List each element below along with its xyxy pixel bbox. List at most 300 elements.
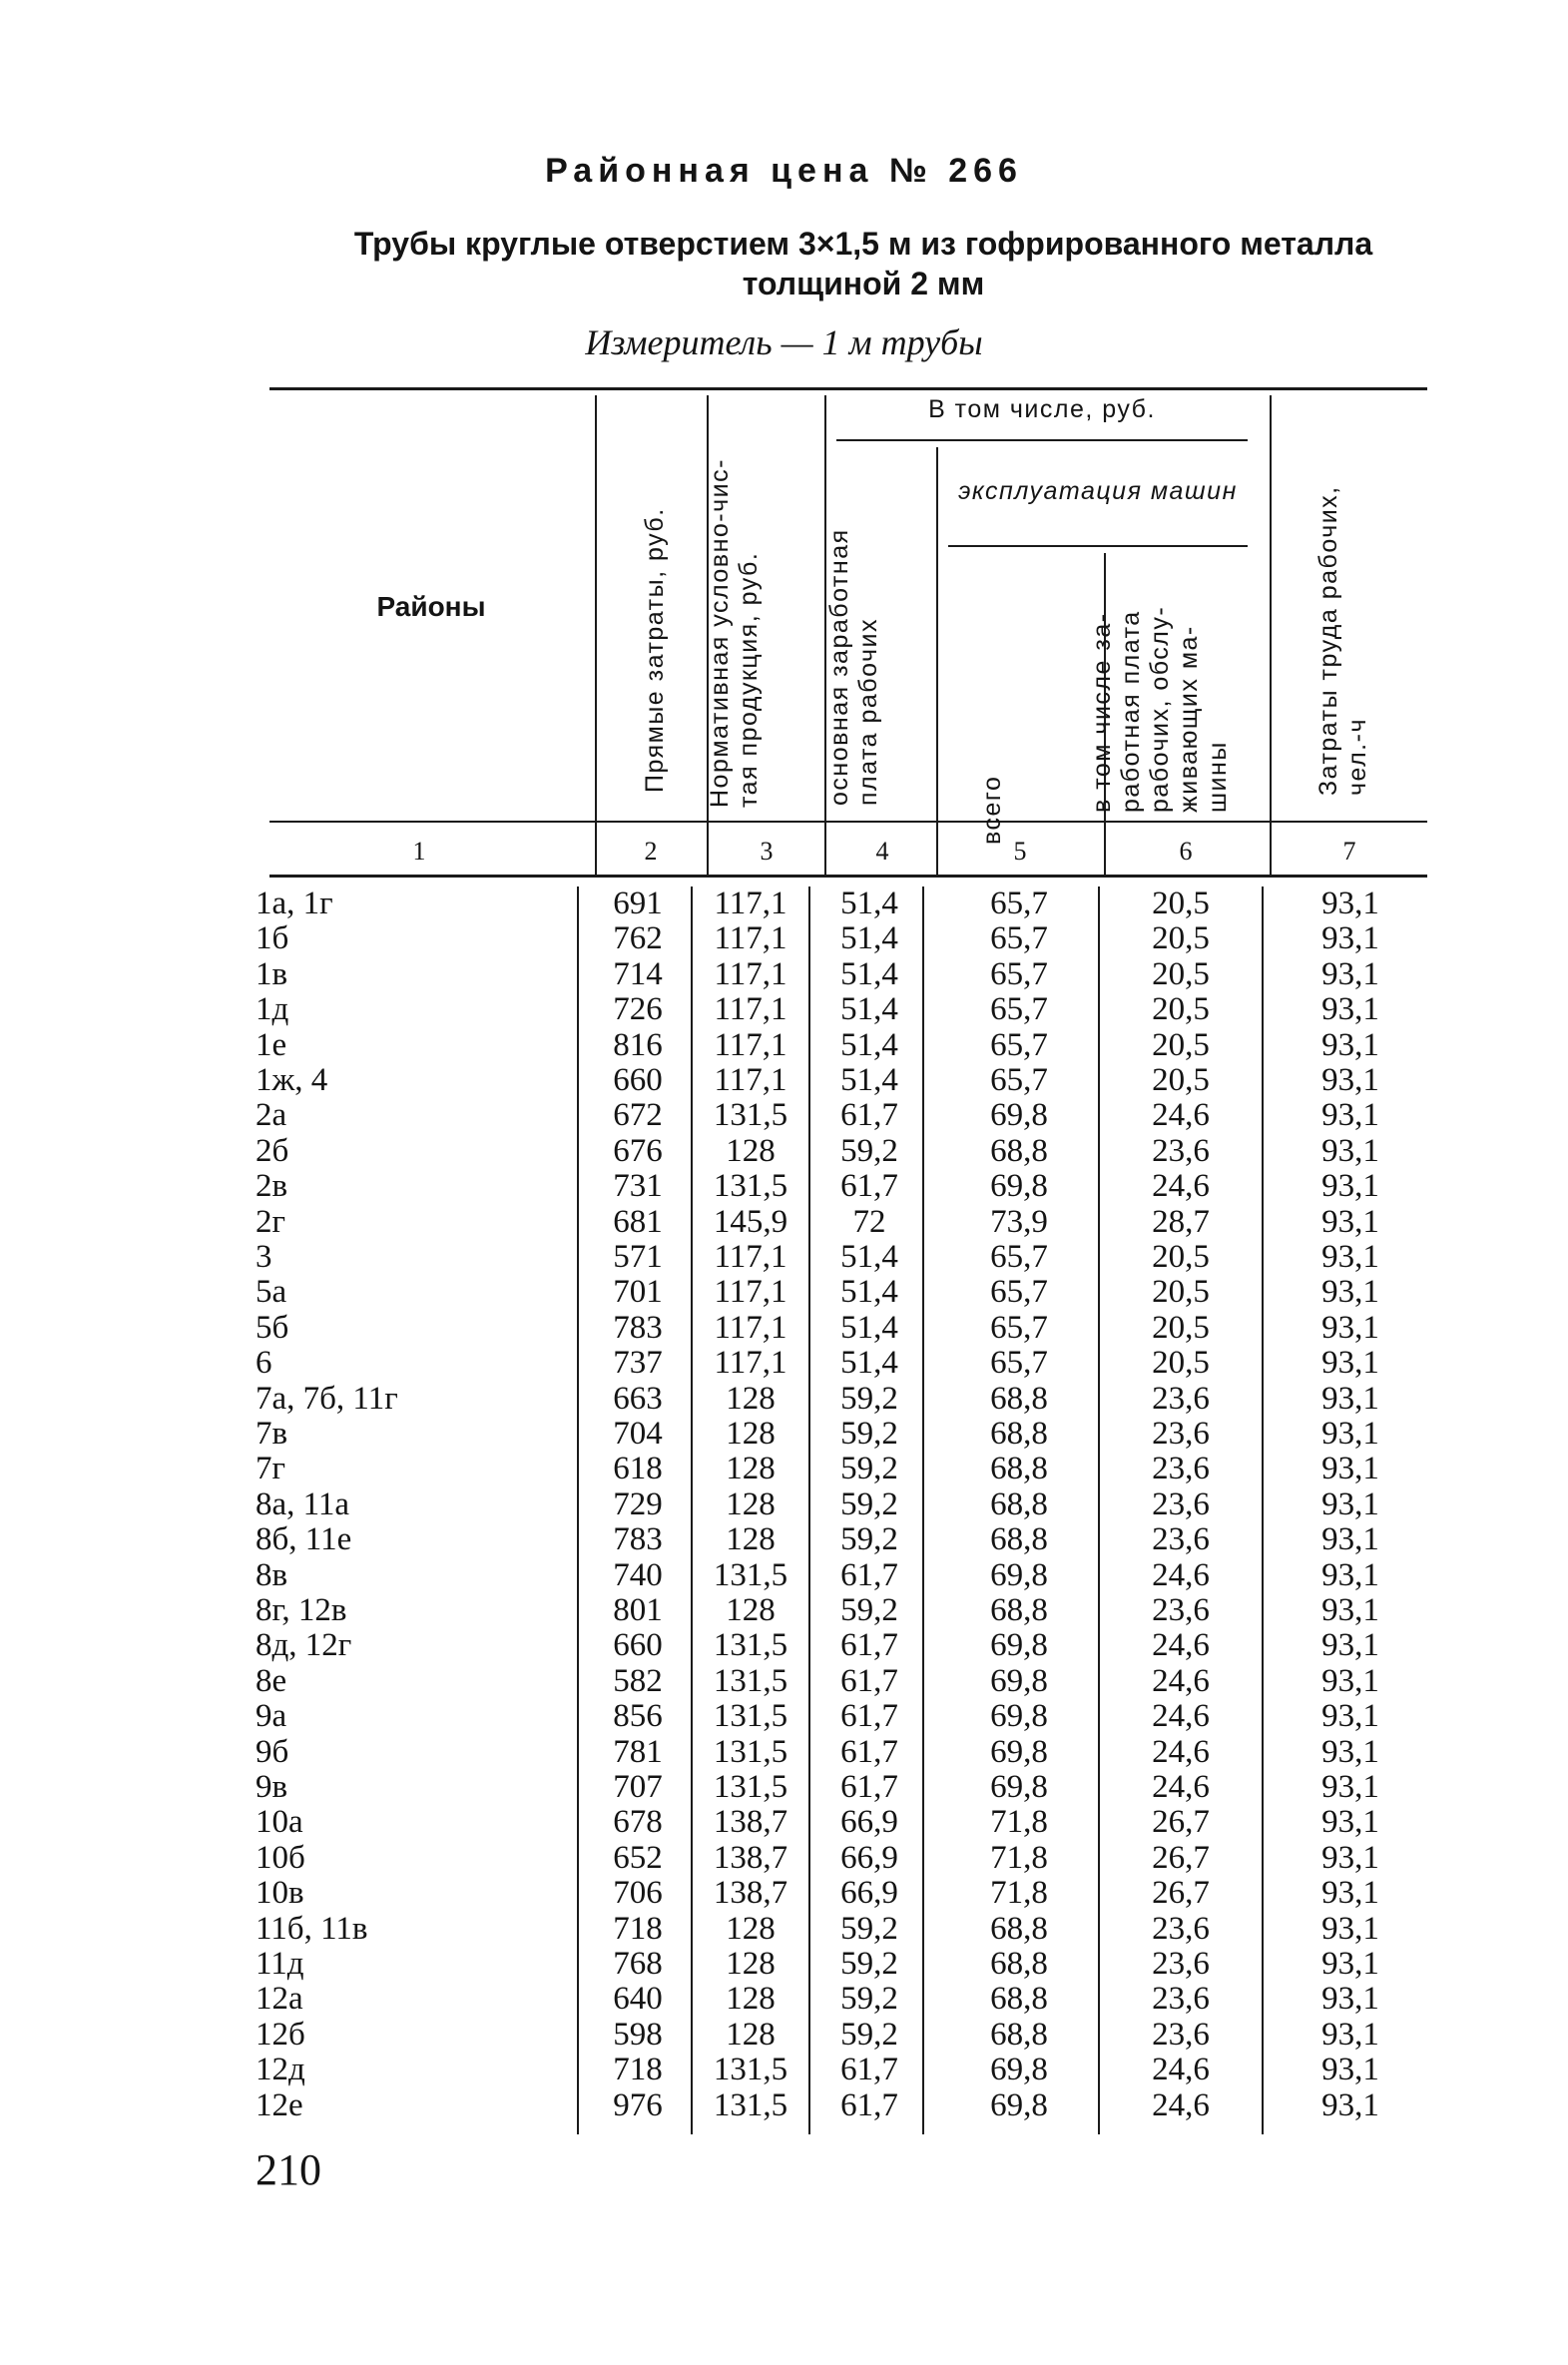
cell-normative-product: 131,5 xyxy=(713,1556,788,1593)
cell-labor-costs: 93,1 xyxy=(1321,1345,1379,1382)
cell-direct-costs: 571 xyxy=(613,1239,663,1275)
cell-normative-product: 117,1 xyxy=(714,920,787,957)
col-number-6: 6 xyxy=(1179,837,1193,866)
cell-labor-costs: 93,1 xyxy=(1321,1485,1379,1522)
cell-base-wages: 59,2 xyxy=(840,1132,898,1169)
cell-normative-product: 128 xyxy=(726,1521,776,1558)
cell-machine-wages: 20,5 xyxy=(1152,1345,1210,1382)
cell-base-wages: 51,4 xyxy=(840,991,898,1028)
cell-labor-costs: 93,1 xyxy=(1321,1274,1379,1311)
in-total-rule xyxy=(836,439,1248,441)
cell-normative-product: 138,7 xyxy=(713,1875,788,1912)
cell-region: 5б xyxy=(256,1309,289,1346)
cell-machine-total: 69,8 xyxy=(990,1627,1048,1664)
cell-base-wages: 51,4 xyxy=(840,1345,898,1382)
cell-normative-product: 128 xyxy=(726,1451,776,1487)
table-row xyxy=(0,1452,1568,1486)
cell-region: 3 xyxy=(256,1239,272,1275)
cell-labor-costs: 93,1 xyxy=(1321,1416,1379,1452)
cell-region: 11б, 11в xyxy=(256,1910,368,1947)
cell-region: 10в xyxy=(256,1875,304,1912)
cell-machine-wages: 20,5 xyxy=(1152,1026,1210,1063)
cell-region: 12а xyxy=(256,1981,303,2018)
cell-labor-costs: 93,1 xyxy=(1321,1309,1379,1346)
cell-region: 7г xyxy=(256,1451,286,1487)
cell-direct-costs: 704 xyxy=(613,1416,663,1452)
cell-region: 8е xyxy=(256,1662,287,1699)
cell-base-wages: 61,7 xyxy=(840,1698,898,1735)
table-row xyxy=(0,1805,1568,1840)
cell-machine-wages: 20,5 xyxy=(1152,991,1210,1028)
cell-normative-product: 145,9 xyxy=(713,1203,788,1240)
cell-normative-product: 131,5 xyxy=(713,2086,788,2123)
table-top-rule xyxy=(269,387,1427,390)
cell-machine-wages: 20,5 xyxy=(1152,920,1210,957)
cell-labor-costs: 93,1 xyxy=(1321,920,1379,957)
header-bottom-rule xyxy=(269,821,1427,823)
cell-normative-product: 131,5 xyxy=(713,1168,788,1205)
cell-base-wages: 51,4 xyxy=(840,1026,898,1063)
cell-region: 1е xyxy=(256,1026,287,1063)
table-row xyxy=(0,1912,1568,1947)
cell-direct-costs: 783 xyxy=(613,1309,663,1346)
measure-unit: Измеритель — 1 м трубы xyxy=(585,322,983,362)
cell-direct-costs: 816 xyxy=(613,1026,663,1063)
cell-machine-total: 69,8 xyxy=(990,1769,1048,1805)
cell-base-wages: 61,7 xyxy=(840,1097,898,1134)
cell-normative-product: 131,5 xyxy=(713,1698,788,1735)
table-row xyxy=(0,1417,1568,1452)
table-row xyxy=(0,1593,1568,1628)
table-row xyxy=(0,1098,1568,1133)
cell-region: 2в xyxy=(256,1168,288,1205)
header-in-total: В том числе, руб. xyxy=(928,395,1156,423)
cell-direct-costs: 660 xyxy=(613,1627,663,1664)
cell-base-wages: 61,7 xyxy=(840,1627,898,1664)
cell-direct-costs: 762 xyxy=(613,920,663,957)
cell-base-wages: 59,2 xyxy=(840,1380,898,1417)
cell-base-wages: 59,2 xyxy=(840,1910,898,1947)
cell-normative-product: 117,1 xyxy=(714,1239,787,1275)
col-number-7: 7 xyxy=(1342,837,1356,866)
cell-direct-costs: 706 xyxy=(613,1875,663,1912)
cell-machine-wages: 24,6 xyxy=(1152,1769,1210,1805)
table-row xyxy=(0,887,1568,921)
cell-machine-wages: 24,6 xyxy=(1152,2052,1210,2088)
cell-base-wages: 59,2 xyxy=(840,1946,898,1982)
cell-direct-costs: 640 xyxy=(613,1981,663,2018)
cell-region: 8в xyxy=(256,1556,288,1593)
cell-labor-costs: 93,1 xyxy=(1321,1062,1379,1098)
cell-normative-product: 117,1 xyxy=(714,991,787,1028)
cell-machine-wages: 23,6 xyxy=(1152,2016,1210,2053)
cell-labor-costs: 93,1 xyxy=(1321,1556,1379,1593)
cell-labor-costs: 93,1 xyxy=(1321,1592,1379,1628)
cell-base-wages: 59,2 xyxy=(840,1981,898,2018)
cell-region: 5а xyxy=(256,1274,287,1311)
table-row xyxy=(0,992,1568,1027)
cell-labor-costs: 93,1 xyxy=(1321,1839,1379,1876)
cell-base-wages: 61,7 xyxy=(840,2086,898,2123)
cell-machine-total: 65,7 xyxy=(990,1345,1048,1382)
cell-direct-costs: 714 xyxy=(613,955,663,992)
table-row xyxy=(0,1841,1568,1876)
cell-direct-costs: 672 xyxy=(613,1097,663,1134)
table-subtitle xyxy=(299,224,1427,303)
cell-normative-product: 128 xyxy=(726,1416,776,1452)
cell-machine-wages: 24,6 xyxy=(1152,1627,1210,1664)
cell-labor-costs: 93,1 xyxy=(1321,1946,1379,1982)
cell-machine-total: 65,7 xyxy=(990,1062,1048,1098)
cell-machine-wages: 23,6 xyxy=(1152,1592,1210,1628)
table-row xyxy=(0,921,1568,956)
cell-direct-costs: 783 xyxy=(613,1521,663,1558)
col-number-1: 1 xyxy=(412,837,426,866)
cell-machine-total: 68,8 xyxy=(990,1416,1048,1452)
cell-base-wages: 66,9 xyxy=(840,1804,898,1841)
cell-region: 9а xyxy=(256,1698,287,1735)
cell-labor-costs: 93,1 xyxy=(1321,1097,1379,1134)
cell-machine-total: 65,7 xyxy=(990,1274,1048,1311)
cell-normative-product: 128 xyxy=(726,2016,776,2053)
cell-machine-total: 71,8 xyxy=(990,1804,1048,1841)
table-row xyxy=(0,1522,1568,1557)
cell-base-wages: 61,7 xyxy=(840,1168,898,1205)
cell-region: 12б xyxy=(256,2016,305,2053)
cell-base-wages: 59,2 xyxy=(840,1416,898,1452)
cell-direct-costs: 660 xyxy=(613,1062,663,1098)
cell-machine-total: 65,7 xyxy=(990,991,1048,1028)
cell-machine-total: 73,9 xyxy=(990,1203,1048,1240)
header-machine-total: всего xyxy=(978,775,1006,845)
header-regions: Районы xyxy=(376,591,486,622)
cell-direct-costs: 678 xyxy=(613,1804,663,1841)
cell-base-wages: 61,7 xyxy=(840,1662,898,1699)
header-normative-product: Нормативная условно-чис- тая продукция, руб. xyxy=(706,458,763,808)
cell-machine-total: 65,7 xyxy=(990,886,1048,921)
cell-machine-wages: 23,6 xyxy=(1152,1910,1210,1947)
cell-base-wages: 59,2 xyxy=(840,1451,898,1487)
table-row xyxy=(0,2018,1568,2053)
table-row xyxy=(0,1487,1568,1522)
cell-region: 8а, 11а xyxy=(256,1485,350,1522)
header-labor-costs: Затраты труда рабочих, чел.-ч xyxy=(1314,485,1371,796)
cell-labor-costs: 93,1 xyxy=(1321,886,1379,921)
cell-direct-costs: 707 xyxy=(613,1769,663,1805)
cell-normative-product: 131,5 xyxy=(713,1627,788,1664)
cell-labor-costs: 93,1 xyxy=(1321,1627,1379,1664)
cell-normative-product: 117,1 xyxy=(714,955,787,992)
cell-normative-product: 131,5 xyxy=(713,1733,788,1770)
cell-direct-costs: 737 xyxy=(613,1345,663,1382)
cell-labor-costs: 93,1 xyxy=(1321,2016,1379,2053)
cell-labor-costs: 93,1 xyxy=(1321,1698,1379,1735)
cell-base-wages: 61,7 xyxy=(840,1733,898,1770)
table-row xyxy=(0,2088,1568,2123)
cell-labor-costs: 93,1 xyxy=(1321,1521,1379,1558)
cell-normative-product: 128 xyxy=(726,1485,776,1522)
cell-machine-wages: 24,6 xyxy=(1152,1662,1210,1699)
cell-direct-costs: 718 xyxy=(613,1910,663,1947)
cell-machine-total: 68,8 xyxy=(990,1981,1048,2018)
cell-machine-wages: 20,5 xyxy=(1152,955,1210,992)
cell-direct-costs: 781 xyxy=(613,1733,663,1770)
cell-machine-total: 68,8 xyxy=(990,2016,1048,2053)
cell-base-wages: 59,2 xyxy=(840,2016,898,2053)
cell-machine-wages: 23,6 xyxy=(1152,1416,1210,1452)
cell-machine-wages: 23,6 xyxy=(1152,1981,1210,2018)
cell-labor-costs: 93,1 xyxy=(1321,1769,1379,1805)
cell-machine-wages: 24,6 xyxy=(1152,1556,1210,1593)
subtitle-line-2: толщиной 2 мм xyxy=(742,266,985,301)
cell-region: 1в xyxy=(256,955,288,992)
cell-base-wages: 51,4 xyxy=(840,886,898,921)
col-number-4: 4 xyxy=(875,837,889,866)
cell-region: 8г, 12в xyxy=(256,1592,347,1628)
subtitle-line-1: Трубы круглые отверстием 3×1,5 м из гофрированного металла xyxy=(353,226,1373,262)
col-number-2: 2 xyxy=(644,837,658,866)
cell-direct-costs: 801 xyxy=(613,1592,663,1628)
cell-base-wages: 51,4 xyxy=(840,1274,898,1311)
cell-machine-total: 65,7 xyxy=(990,1309,1048,1346)
cell-machine-total: 68,8 xyxy=(990,1380,1048,1417)
cell-base-wages: 51,4 xyxy=(840,920,898,957)
col-divider-4 xyxy=(936,447,938,875)
cell-labor-costs: 93,1 xyxy=(1321,1132,1379,1169)
table-row xyxy=(0,1382,1568,1417)
cell-machine-total: 68,8 xyxy=(990,1521,1048,1558)
table-row xyxy=(0,1240,1568,1275)
cell-base-wages: 51,4 xyxy=(840,1309,898,1346)
cell-normative-product: 128 xyxy=(726,1946,776,1982)
cell-normative-product: 128 xyxy=(726,1380,776,1417)
cell-direct-costs: 729 xyxy=(613,1485,663,1522)
cell-direct-costs: 598 xyxy=(613,2016,663,2053)
cell-normative-product: 117,1 xyxy=(714,1309,787,1346)
cell-labor-costs: 93,1 xyxy=(1321,1203,1379,1240)
cell-machine-wages: 23,6 xyxy=(1152,1451,1210,1487)
cell-machine-wages: 24,6 xyxy=(1152,2086,1210,2123)
cell-machine-wages: 26,7 xyxy=(1152,1839,1210,1876)
col-divider-6 xyxy=(1270,395,1272,875)
cell-machine-wages: 28,7 xyxy=(1152,1203,1210,1240)
cell-region: 7а, 7б, 11г xyxy=(256,1380,398,1417)
cell-machine-wages: 23,6 xyxy=(1152,1380,1210,1417)
cell-direct-costs: 701 xyxy=(613,1274,663,1311)
cell-normative-product: 131,5 xyxy=(713,1097,788,1134)
cell-region: 10а xyxy=(256,1804,303,1841)
cell-region: 11д xyxy=(256,1946,304,1982)
cell-region: 10б xyxy=(256,1839,305,1876)
cell-direct-costs: 976 xyxy=(613,2086,663,2123)
cell-direct-costs: 582 xyxy=(613,1662,663,1699)
cell-machine-wages: 24,6 xyxy=(1152,1168,1210,1205)
cell-region: 8б, 11е xyxy=(256,1521,352,1558)
cell-machine-wages: 20,5 xyxy=(1152,886,1210,921)
cell-region: 1д xyxy=(256,991,289,1028)
cell-machine-wages: 23,6 xyxy=(1152,1485,1210,1522)
cell-normative-product: 117,1 xyxy=(714,886,787,921)
cell-labor-costs: 93,1 xyxy=(1321,2052,1379,2088)
cell-machine-wages: 26,7 xyxy=(1152,1804,1210,1841)
cell-machine-wages: 24,6 xyxy=(1152,1097,1210,1134)
cell-direct-costs: 768 xyxy=(613,1946,663,1982)
table-row xyxy=(0,1558,1568,1593)
cell-machine-total: 71,8 xyxy=(990,1839,1048,1876)
cell-machine-wages: 23,6 xyxy=(1152,1946,1210,1982)
cell-normative-product: 128 xyxy=(726,1981,776,2018)
cell-region: 12д xyxy=(256,2052,305,2088)
table-row xyxy=(0,1275,1568,1310)
col-number-3: 3 xyxy=(760,837,774,866)
cell-machine-total: 71,8 xyxy=(990,1875,1048,1912)
cell-base-wages: 51,4 xyxy=(840,955,898,992)
table-row xyxy=(0,1947,1568,1982)
cell-direct-costs: 663 xyxy=(613,1380,663,1417)
cell-labor-costs: 93,1 xyxy=(1321,1875,1379,1912)
cell-machine-total: 69,8 xyxy=(990,1733,1048,1770)
cell-direct-costs: 718 xyxy=(613,2052,663,2088)
cell-base-wages: 72 xyxy=(852,1203,886,1240)
cell-region: 2а xyxy=(256,1097,287,1134)
cell-direct-costs: 856 xyxy=(613,1698,663,1735)
cell-labor-costs: 93,1 xyxy=(1321,1168,1379,1205)
table-row xyxy=(0,1169,1568,1204)
col-divider-1 xyxy=(595,395,597,875)
cell-machine-wages: 20,5 xyxy=(1152,1239,1210,1275)
cell-labor-costs: 93,1 xyxy=(1321,1239,1379,1275)
page-title: Районная цена № 266 xyxy=(545,152,1023,190)
cell-machine-wages: 24,6 xyxy=(1152,1698,1210,1735)
cell-region: 9б xyxy=(256,1733,289,1770)
cell-base-wages: 51,4 xyxy=(840,1239,898,1275)
cell-normative-product: 117,1 xyxy=(714,1062,787,1098)
cell-normative-product: 128 xyxy=(726,1132,776,1169)
cell-machine-wages: 20,5 xyxy=(1152,1062,1210,1098)
cell-base-wages: 61,7 xyxy=(840,1556,898,1593)
table-row xyxy=(0,1205,1568,1240)
cell-region: 1б xyxy=(256,920,289,957)
cell-normative-product: 128 xyxy=(726,1592,776,1628)
table-row xyxy=(0,2053,1568,2087)
cell-labor-costs: 93,1 xyxy=(1321,1380,1379,1417)
cell-direct-costs: 676 xyxy=(613,1132,663,1169)
cell-labor-costs: 93,1 xyxy=(1321,1733,1379,1770)
machine-rule xyxy=(948,545,1248,547)
cell-machine-total: 68,8 xyxy=(990,1592,1048,1628)
cell-labor-costs: 93,1 xyxy=(1321,1910,1379,1947)
table-row xyxy=(0,1134,1568,1169)
cell-machine-total: 65,7 xyxy=(990,920,1048,957)
cell-machine-wages: 20,5 xyxy=(1152,1274,1210,1311)
cell-normative-product: 117,1 xyxy=(714,1274,787,1311)
cell-machine-wages: 23,6 xyxy=(1152,1132,1210,1169)
cell-region: 8д, 12г xyxy=(256,1627,352,1664)
cell-base-wages: 51,4 xyxy=(840,1062,898,1098)
cell-machine-total: 65,7 xyxy=(990,955,1048,992)
cell-machine-total: 69,8 xyxy=(990,1097,1048,1134)
cell-base-wages: 66,9 xyxy=(840,1875,898,1912)
cell-machine-total: 68,8 xyxy=(990,1451,1048,1487)
table-row xyxy=(0,1028,1568,1063)
cell-base-wages: 61,7 xyxy=(840,2052,898,2088)
cell-region: 12е xyxy=(256,2086,303,2123)
table-row xyxy=(0,1311,1568,1346)
cell-direct-costs: 618 xyxy=(613,1451,663,1487)
table-row xyxy=(0,1982,1568,2017)
header-direct-costs: Прямые затраты, руб. xyxy=(641,507,669,793)
cell-machine-total: 68,8 xyxy=(990,1485,1048,1522)
cell-direct-costs: 731 xyxy=(613,1168,663,1205)
cell-labor-costs: 93,1 xyxy=(1321,955,1379,992)
cell-labor-costs: 93,1 xyxy=(1321,1026,1379,1063)
table-row xyxy=(0,1628,1568,1663)
cell-normative-product: 138,7 xyxy=(713,1804,788,1841)
cell-region: 6 xyxy=(256,1345,272,1382)
cell-labor-costs: 93,1 xyxy=(1321,1981,1379,2018)
colnum-bottom-rule xyxy=(269,875,1427,878)
cell-machine-total: 69,8 xyxy=(990,2086,1048,2123)
cell-normative-product: 131,5 xyxy=(713,2052,788,2088)
cell-labor-costs: 93,1 xyxy=(1321,1451,1379,1487)
cell-machine-wages: 20,5 xyxy=(1152,1309,1210,1346)
cell-region: 1ж, 4 xyxy=(256,1062,328,1098)
table-row xyxy=(0,1346,1568,1381)
cell-machine-total: 69,8 xyxy=(990,1556,1048,1593)
cell-normative-product: 128 xyxy=(726,1910,776,1947)
table-row xyxy=(0,1770,1568,1805)
cell-machine-total: 68,8 xyxy=(990,1946,1048,1982)
cell-machine-total: 65,7 xyxy=(990,1026,1048,1063)
cell-machine-wages: 24,6 xyxy=(1152,1733,1210,1770)
col-number-5: 5 xyxy=(1013,837,1027,866)
cell-labor-costs: 93,1 xyxy=(1321,2086,1379,2123)
cell-machine-total: 68,8 xyxy=(990,1910,1048,1947)
cell-region: 2г xyxy=(256,1203,286,1240)
cell-machine-total: 69,8 xyxy=(990,1662,1048,1699)
cell-normative-product: 138,7 xyxy=(713,1839,788,1876)
cell-machine-total: 68,8 xyxy=(990,1132,1048,1169)
cell-labor-costs: 93,1 xyxy=(1321,1662,1379,1699)
table-row xyxy=(0,1699,1568,1734)
cell-normative-product: 131,5 xyxy=(713,1662,788,1699)
cell-direct-costs: 681 xyxy=(613,1203,663,1240)
cell-machine-total: 69,8 xyxy=(990,2052,1048,2088)
cell-direct-costs: 740 xyxy=(613,1556,663,1593)
page-number: 210 xyxy=(256,2145,321,2194)
cell-base-wages: 59,2 xyxy=(840,1592,898,1628)
table-row xyxy=(0,1063,1568,1098)
cell-machine-total: 69,8 xyxy=(990,1168,1048,1205)
header-machine-operation: эксплуатация машин xyxy=(958,477,1238,505)
cell-machine-total: 69,8 xyxy=(990,1698,1048,1735)
cell-base-wages: 59,2 xyxy=(840,1521,898,1558)
header-base-wages: основная заработная плата рабочих xyxy=(825,528,882,806)
cell-base-wages: 59,2 xyxy=(840,1485,898,1522)
table-row xyxy=(0,1876,1568,1911)
cell-machine-total: 65,7 xyxy=(990,1239,1048,1275)
cell-labor-costs: 93,1 xyxy=(1321,1804,1379,1841)
cell-direct-costs: 652 xyxy=(613,1839,663,1876)
table-row xyxy=(0,957,1568,992)
table-row xyxy=(0,1664,1568,1699)
cell-base-wages: 66,9 xyxy=(840,1839,898,1876)
cell-direct-costs: 726 xyxy=(613,991,663,1028)
cell-normative-product: 117,1 xyxy=(714,1345,787,1382)
cell-region: 7в xyxy=(256,1416,288,1452)
cell-region: 9в xyxy=(256,1769,288,1805)
cell-machine-wages: 26,7 xyxy=(1152,1875,1210,1912)
